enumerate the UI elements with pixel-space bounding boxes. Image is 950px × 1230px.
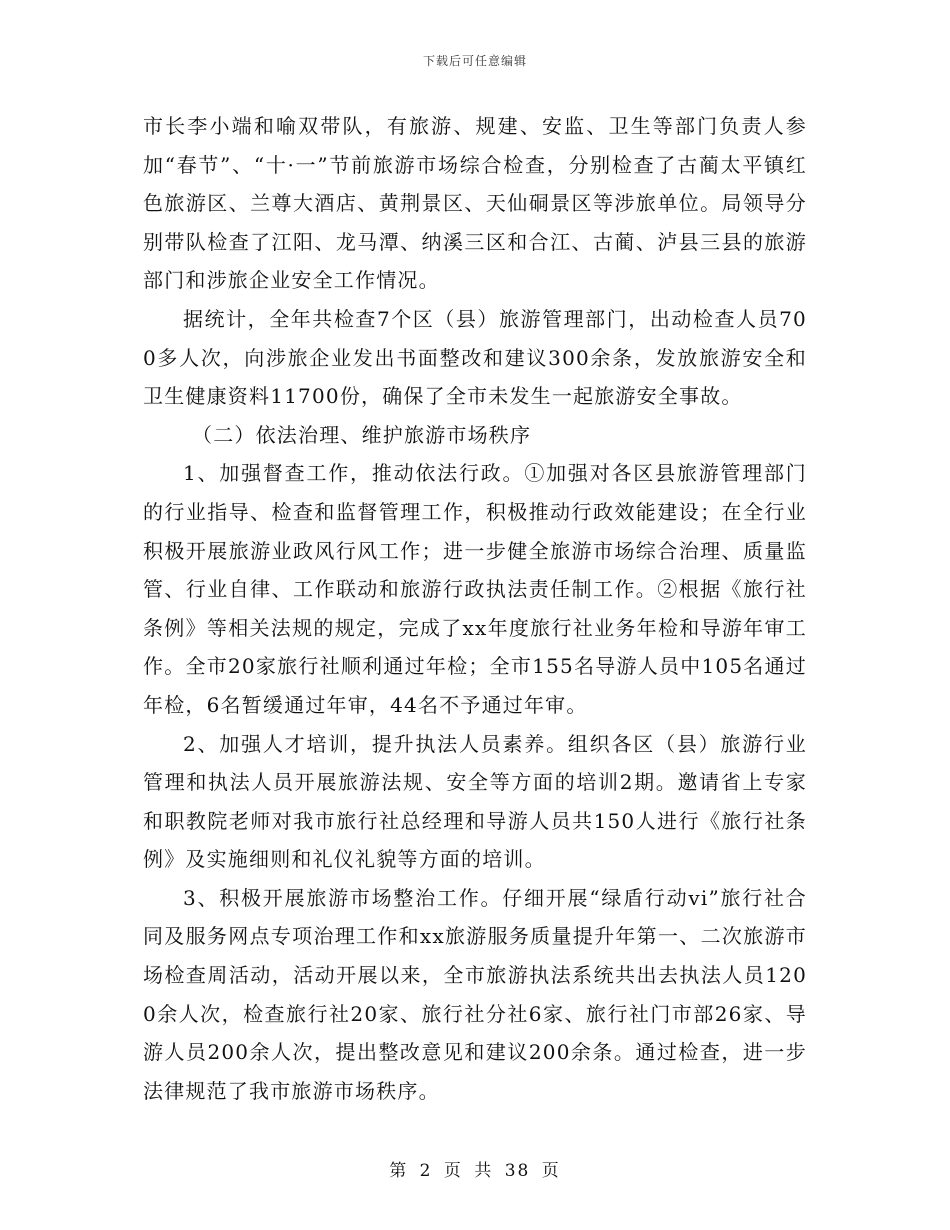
paragraph-item-2: 2、加强人才培训，提升执法人员素养。组织各区（县）旅游行业管理和执法人员开展旅游法规、安全等方面的培训2期。邀请省上专家和职教院老师对我市旅行社总经理和导游人员共150人进行《旅行社条例》及实施细则和礼仪礼貌等方面的培训。 [143, 731, 807, 872]
paragraph-continuation: 市长李小端和喻双带队，有旅游、规建、安监、卫生等部门负责人参加“春节”、“十·一”节前旅游市场综合检查，分别检查了古蔺太平镇红色旅游区、兰尊大酒店、黄荆景区、天仙硐景区等涉旅单位。局领导分别带队检查了江阳、龙马潭、纳溪三区和合江、古蔺、泸县三县的旅游部门和涉旅企业安全工作情况。 [143, 114, 807, 293]
paragraph-item-1: 1、加强督查工作，推动依法行政。①加强对各区县旅游管理部门的行业指导、检查和监督管理工作，积极推动行政效能建设；在全行业积极开展旅游业政风行风工作；进一步健全旅游市场综合治理、质量监管、行业自律、工作联动和旅游行政执法责任制工作。②根据《旅行社条例》等相关法规的规定，完成了xx年度旅行社业务年检和导游年审工作。全市20家旅行社顺利通过年检；全市155名导游人员中105名通过年检，6名暂缓通过年审，44名不予通过年审。 [143, 461, 807, 717]
body-text [143, 107, 807, 1110]
page-header: 下载后可任意编辑 [422, 54, 527, 68]
section-heading: （二）依法治理、维护旅游市场秩序 [192, 422, 532, 447]
paragraph-item-3: 3、积极开展旅游市场整治工作。仔细开展“绿盾行动vi”旅行社合同及服务网点专项治理工作和xx旅游服务质量提升年第一、二次旅游市场检查周活动，活动开展以来，全市旅游执法系统共出去执法人员1200余人次，检查旅行社20家、旅行社分社6家、旅行社门市部26家、导游人员200余人次，提出整改意见和建议200余条。通过检查，进一步法律规范了我市旅游市场秩序。 [143, 885, 807, 1103]
paragraph-statistics: 据统计，全年共检查7个区（县）旅游管理部门，出动检查人员700多人次，向涉旅企业发出书面整改和建议300余条，发放旅游安全和卫生健康资料11700份，确保了全市未发生一起旅游安全事故。 [143, 306, 807, 409]
page-footer: 第 2 页 共 38 页 [389, 1161, 561, 1181]
